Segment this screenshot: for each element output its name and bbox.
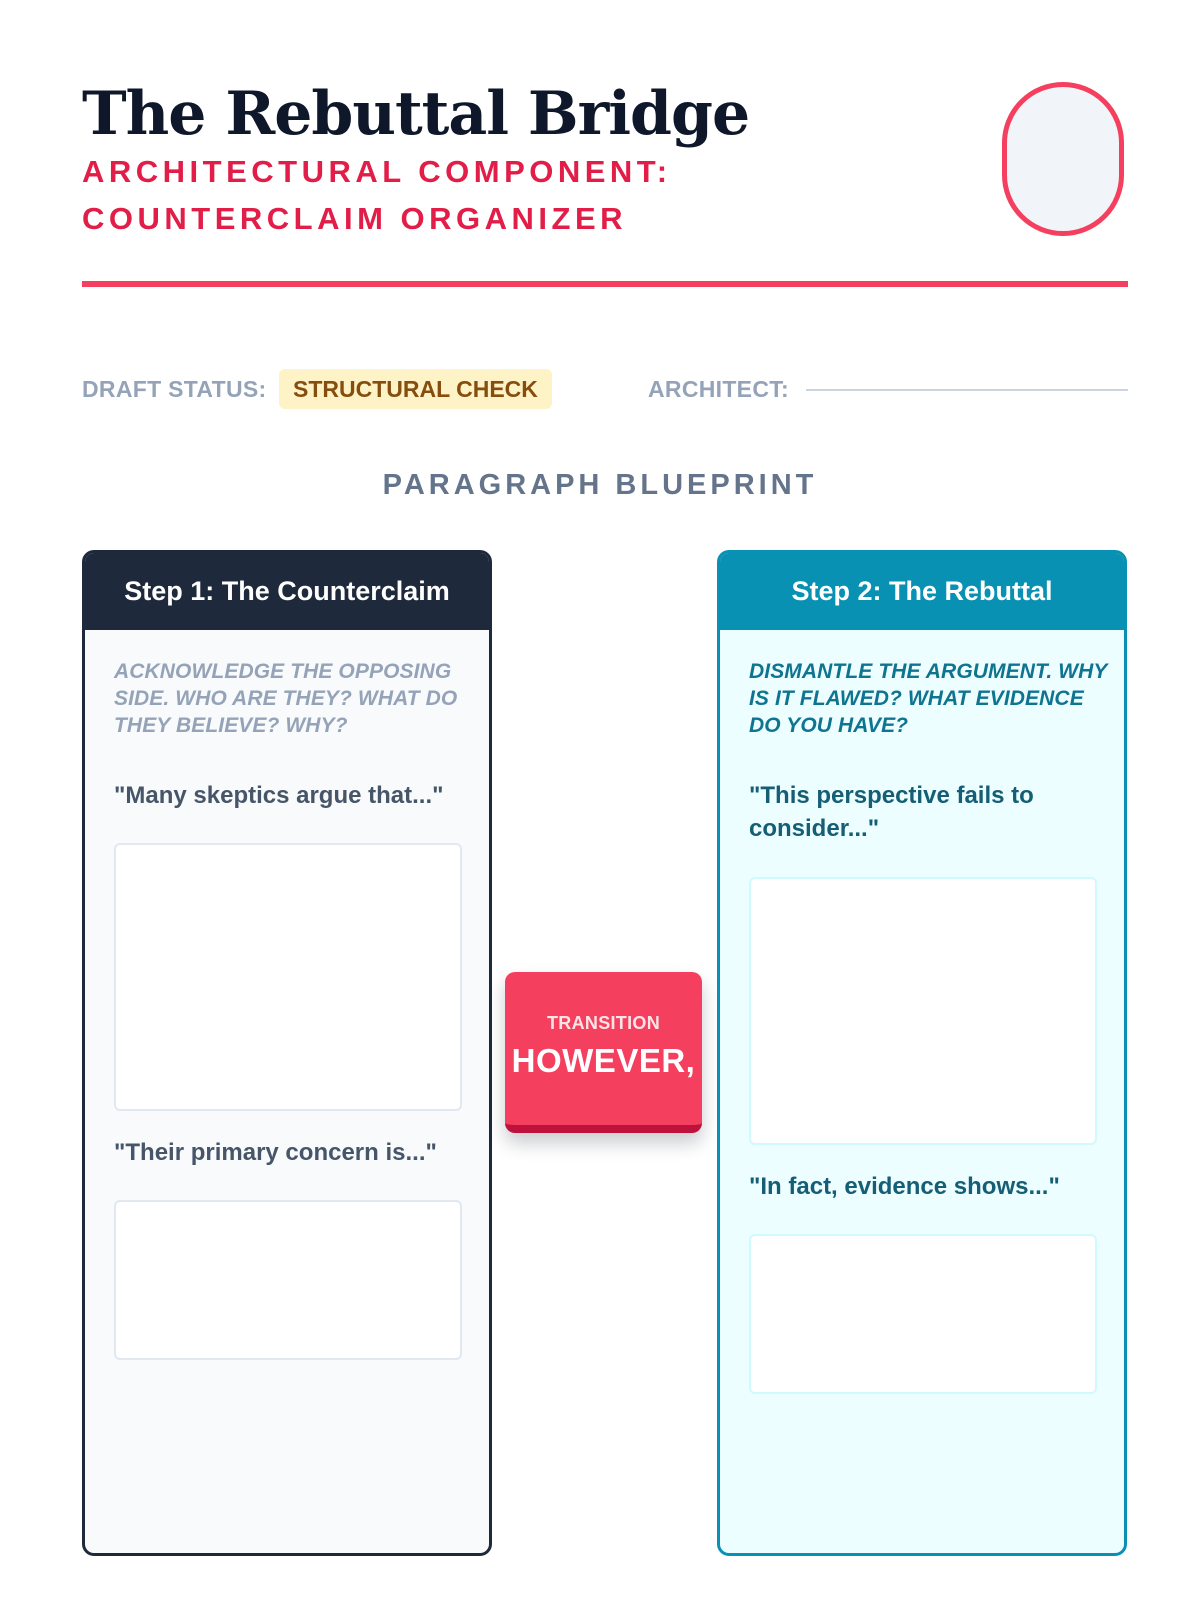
counterclaim-header: Step 1: The Counterclaim	[85, 553, 489, 630]
rebuttal-header: Step 2: The Rebuttal	[720, 553, 1124, 630]
header-divider	[82, 281, 1128, 287]
architect-name-field[interactable]	[806, 389, 1128, 391]
page-title: The Rebuttal Bridge	[82, 79, 750, 149]
rebuttal-prompt-2: "In fact, evidence shows..."	[749, 1173, 1060, 1200]
rebuttal-write-box-1[interactable]	[749, 877, 1097, 1145]
status-badge: STRUCTURAL CHECK	[279, 369, 552, 409]
section-title: PARAGRAPH BLUEPRINT	[382, 469, 818, 501]
rebuttal-write-box-2[interactable]	[749, 1234, 1097, 1394]
rebuttal-instructions: DISMANTLE THE ARGUMENT. WHY IS IT FLAWED? WHAT EVIDENCE DO YOU HAVE?	[749, 660, 1108, 737]
transition-block	[505, 972, 702, 1133]
counterclaim-write-box-2[interactable]	[114, 1200, 462, 1360]
counterclaim-write-box-1[interactable]	[114, 843, 462, 1111]
architect-label: ARCHITECT:	[648, 376, 789, 402]
counterclaim-prompt-2: "Their primary concern is..."	[114, 1139, 437, 1166]
seal-placeholder	[1002, 82, 1124, 236]
rebuttal-column	[717, 550, 1127, 1556]
transition-label: TRANSITION	[547, 1013, 660, 1033]
counterclaim-column	[82, 550, 492, 1556]
rebuttal-prompt-1: "This perspective fails to consider..."	[749, 782, 1034, 842]
page-subtitle: ARCHITECTURAL COMPONENT: COUNTERCLAIM ORGANIZER	[82, 154, 672, 236]
counterclaim-prompt-1: "Many skeptics argue that..."	[114, 782, 444, 809]
draft-status-label: DRAFT STATUS:	[82, 376, 267, 402]
transition-word: HOWEVER,	[511, 1042, 696, 1079]
counterclaim-instructions: ACKNOWLEDGE THE OPPOSING SIDE. WHO ARE THEY? WHAT DO THEY BELIEVE? WHY?	[114, 660, 458, 737]
